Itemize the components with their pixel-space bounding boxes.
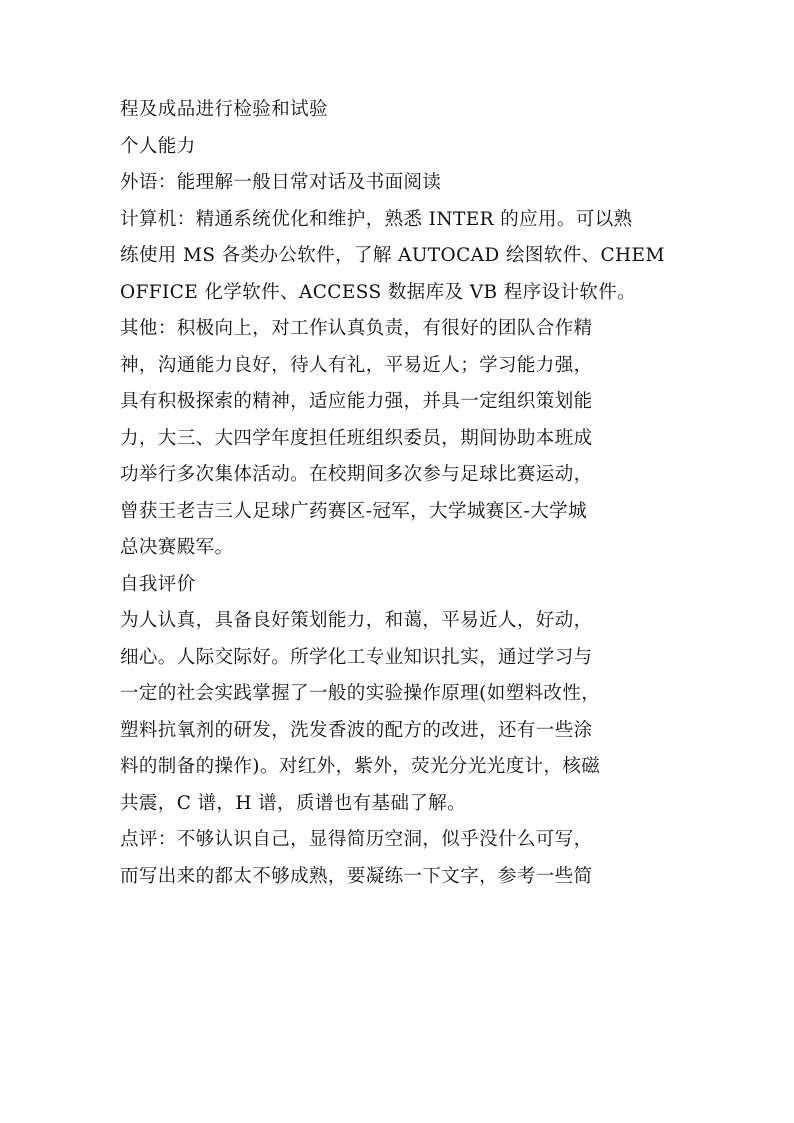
text-line: 曾获王老吉三人足球广药赛区-冠军，大学城赛区-大学城 <box>120 500 587 522</box>
document-body <box>120 92 680 895</box>
section-heading: 个人能力 <box>120 135 196 157</box>
text-line: 练使用 MS 各类办公软件，了解 AUTOCAD 绘图软件、CHEM <box>120 245 665 266</box>
text-line: 一定的社会实践掌握了一般的实验操作原理(如塑料改性， <box>120 683 601 704</box>
intro-tail-paragraph <box>120 92 680 129</box>
text-line: 程及成品进行检验和试验 <box>120 99 328 120</box>
foreign-language-paragraph <box>120 165 680 202</box>
text-line: 为人认真，具备良好策划能力，和蔼，平易近人，好动， <box>120 610 593 631</box>
text-line: 共震，C 谱，H 谱，质谱也有基础了解。 <box>120 792 467 814</box>
text-line: 而写出来的都太不够成熟，要凝练一下文字，参考一些简 <box>120 865 593 887</box>
text-line: 外语：能理解一般日常对话及书面阅读 <box>120 172 442 193</box>
text-line: 功举行多次集体活动。在校期间多次参与足球比赛运动， <box>120 464 593 485</box>
comment-paragraph <box>120 822 680 895</box>
self-evaluation-heading <box>120 567 680 604</box>
text-line: 计算机：精通系统优化和维护，熟悉 INTER 的应用。可以熟 <box>120 208 633 230</box>
text-line: 料的制备的操作)。对红外，紫外，荧光分光光度计，核磁 <box>120 756 601 777</box>
text-line: 其他：积极向上，对工作认真负责，有很好的团队合作精 <box>120 318 593 339</box>
text-line: 点评：不够认识自己，显得简历空洞，似乎没什么可写， <box>120 829 593 850</box>
personal-ability-heading <box>120 129 680 166</box>
text-line: 塑料抗氧剂的研发，洗发香波的配方的改进，还有一些涂 <box>120 719 593 741</box>
text-line: 总决赛殿军。 <box>120 537 234 558</box>
text-line: OFFICE 化学软件、ACCESS 数据库及 VB 程序设计软件。 <box>120 281 637 303</box>
text-line: 细心。人际交际好。所学化工专业知识扎实，通过学习与 <box>120 646 593 668</box>
text-line: 神，沟通能力良好，待人有礼，平易近人；学习能力强， <box>120 354 593 376</box>
self-evaluation-paragraph <box>120 603 680 822</box>
computer-skills-paragraph <box>120 202 680 312</box>
text-line: 力，大三、大四学年度担任班组织委员，期间协助本班成 <box>120 427 593 449</box>
text-line: 具有积极探索的精神，适应能力强，并具一定组织策划能 <box>120 391 593 412</box>
section-heading: 自我评价 <box>120 573 196 595</box>
other-skills-paragraph <box>120 311 680 567</box>
